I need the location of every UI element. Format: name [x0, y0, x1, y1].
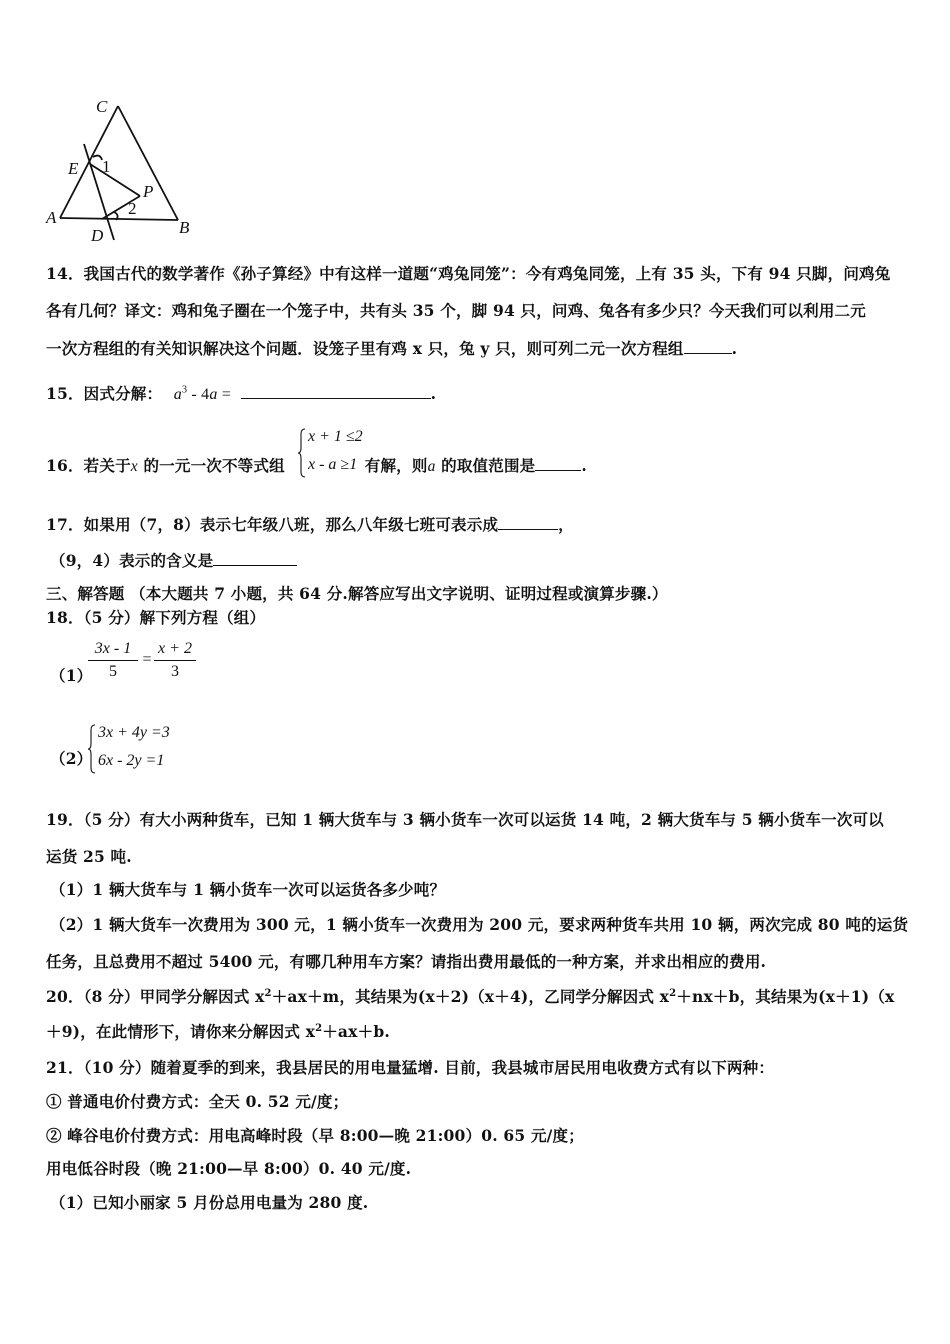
q16-row-2: x - a ≥1 — [308, 456, 358, 473]
q20-sq-2: 2 — [669, 987, 677, 999]
q18-part-1-label: （1） — [50, 666, 93, 685]
q18-part-2-label: （2） — [50, 749, 93, 768]
q21-option-2b: 用电低谷时段（晚 21:00—早 8:00）0. 40 元/度. — [46, 1159, 412, 1178]
label-2: 2 — [128, 199, 137, 218]
q19-line-2: 运货 25 吨. — [46, 847, 132, 866]
q18-p1-lhs-denominator: 5 — [109, 663, 117, 680]
q14-line-3 — [46, 337, 737, 359]
q20-sq-1: 2 — [264, 987, 272, 999]
q18-p1-rhs-denominator: 3 — [171, 663, 179, 680]
q16-row-1: x + 1 ≤2 — [308, 428, 363, 445]
q18-p1-lhs-fraction — [88, 640, 138, 681]
q15-equals: = — [217, 386, 231, 403]
q20-sq-3: 2 — [315, 1022, 323, 1034]
label-D: D — [91, 226, 104, 245]
q15-end: . — [430, 384, 437, 403]
q20-line-2-a: ＋9)，在此情形下，请你来分解因式 x — [46, 1022, 316, 1041]
q15-prefix: 15．因式分解： — [46, 384, 163, 403]
q14-answer-blank[interactable] — [684, 339, 732, 354]
q21-option-2: ② 峰谷电价付费方式：用电高峰时段（早 8:00—晚 21:00）0. 65 元/度； — [46, 1126, 584, 1145]
q18-title: 18．（5 分）解下列方程（组） — [46, 608, 266, 627]
q19-line-1: 19．（5 分）有大小两种货车，已知 1 辆大货车与 3 辆小货车一次可以运货 14 吨，2 辆大货车与 5 辆小货车一次可以 — [46, 810, 884, 829]
q18-p1-equals: = — [142, 651, 152, 668]
q14-line-3-text: 一次方程组的有关知识解决这个问题．设笼子里有鸡 x 只，兔 y 只，则可列二元一次方程组 — [46, 339, 684, 358]
q16-answer-blank[interactable] — [535, 456, 581, 471]
q15-answer-blank[interactable] — [241, 384, 431, 399]
q18-p1-lhs-numerator: 3x - 1 — [94, 640, 132, 657]
q17-line-1 — [46, 513, 574, 535]
q15-minus: - 4 — [187, 386, 210, 403]
q19-sub-2-line-1: （2）1 辆大货车一次费用为 300 元，1 辆小货车一次费用为 200 元，要求两种货车共用 10 辆，两次完成 80 吨的运货 — [50, 915, 909, 934]
q20-line-1-c: ＋nx＋b，其结果为(x＋1)（x — [676, 987, 895, 1006]
q15-exponent: 3 — [181, 384, 188, 396]
q20-line-1-a: 20．（8 分）甲同学分解因式 x — [46, 987, 265, 1006]
label-A: A — [46, 208, 57, 227]
q15-var-a2: a — [209, 386, 218, 403]
q17-blank-2[interactable] — [213, 551, 297, 566]
q17-line-2-text: （9，4）表示的含义是 — [50, 551, 214, 570]
q21-sub-1: （1）已知小丽家 5 月份总用电量为 280 度. — [50, 1193, 369, 1212]
q18-row-1: 3x + 4y =3 — [98, 724, 170, 741]
q16-var-a: a — [427, 458, 436, 475]
segment-AB — [60, 218, 178, 220]
q21-line-1: 21．（10 分）随着夏季的到来，我县居民的用电量猛增. 目前，我县城市居民用电收费方式有以下两种： — [46, 1058, 775, 1077]
q17-blank-1[interactable] — [498, 515, 558, 530]
q19-sub-1: （1）1 辆大货车与 1 辆小货车一次可以运货各多少吨？ — [50, 880, 446, 899]
q20-line-2 — [46, 1020, 390, 1042]
q20-line-2-b: ＋ax＋b. — [322, 1022, 390, 1041]
label-P: P — [143, 182, 154, 201]
q19-sub-2-line-2: 任务，且总费用不超过 5400 元，有哪几种用车方案？请指出费用最低的一种方案，并求出相应的费用. — [46, 952, 767, 971]
label-C: C — [96, 97, 108, 116]
q20-line-1 — [46, 985, 894, 1007]
q17-line-1-end: ， — [558, 515, 574, 534]
q15-expression — [174, 386, 231, 403]
q16-suffix: 的取值范围是 — [435, 456, 536, 475]
q14-line-1: 14．我国古代的数学著作《孙子算经》中有这样一道题“鸡兔同笼”：今有鸡兔同笼，上有 35 头，下有 94 只脚，问鸡兔 — [46, 264, 891, 283]
segment-EP — [90, 164, 140, 196]
q16-mid: 的一元一次不等式组 — [137, 456, 285, 475]
q18-p1-rhs-fraction — [154, 640, 196, 681]
q16-mid2: 有解，则 — [364, 456, 428, 475]
q17-line-1-text: 17．如果用（7，8）表示七年级八班，那么八年级七班可表示成 — [46, 515, 499, 534]
q18-equation-system — [88, 722, 198, 776]
q16-end: . — [581, 456, 587, 475]
q16-var-x: x — [130, 458, 138, 475]
q16-brace — [298, 428, 306, 478]
q14-line-2: 各有几何？译文：鸡和兔子圈在一个笼子中，共有头 35 个，脚 94 只，问鸡、兔各有多少只？今天我们可以利用二元 — [46, 301, 866, 320]
label-B: B — [179, 218, 190, 237]
q15-line — [46, 382, 436, 404]
label-1: 1 — [102, 157, 111, 176]
q15-var-a: a — [173, 386, 182, 403]
q16-prefix: 16．若关于 — [46, 456, 131, 475]
q18-p1-rhs-numerator: x + 2 — [158, 640, 192, 657]
q21-option-1: ① 普通电价付费方式：全天 0. 52 元/度； — [46, 1092, 349, 1111]
triangle-figure — [44, 96, 204, 246]
q20-line-1-b: ＋ax＋m，其结果为(x＋2)（x＋4)，乙同学分解因式 x — [271, 987, 670, 1006]
label-E: E — [68, 159, 79, 178]
angle-1-arc — [93, 156, 102, 160]
section-3-heading: 三、解答题 （本大题共 7 小题，共 64 分.解答应写出文字说明、证明过程或演算步骤.） — [46, 584, 668, 603]
q14-end: . — [731, 339, 738, 358]
q16-inequality-system — [298, 426, 378, 480]
q18-brace — [88, 724, 96, 774]
q17-line-2 — [50, 549, 297, 571]
q18-row-2: 6x - 2y =1 — [98, 752, 165, 769]
